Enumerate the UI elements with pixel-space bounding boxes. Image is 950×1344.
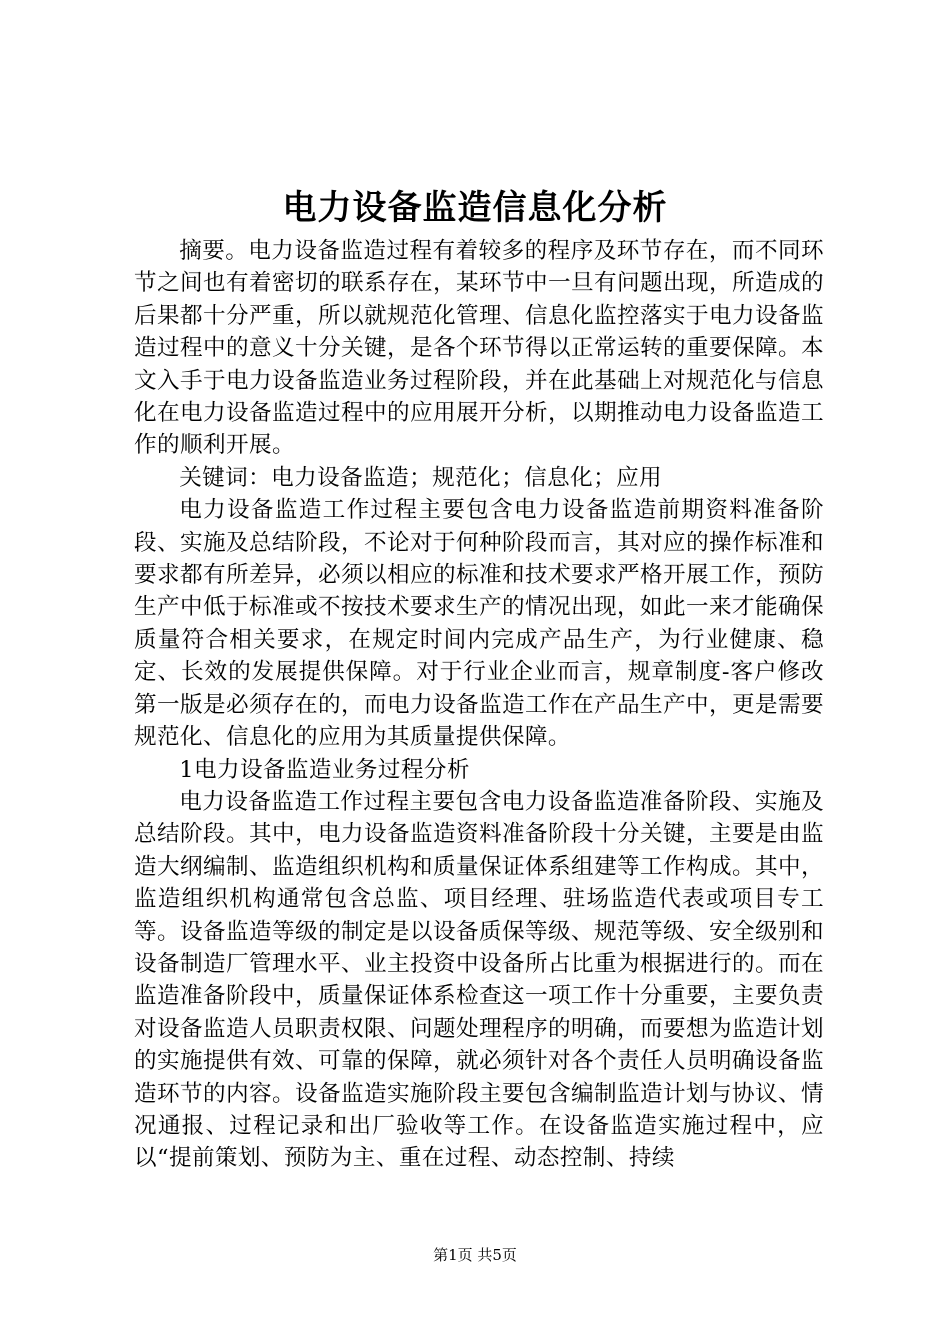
document-body [134, 235, 824, 1175]
abstract-paragraph: 摘要。电力设备监造过程有着较多的程序及环节存在，而不同环节之间也有着密切的联系存在，某环节中一旦有问题出现，所造成的后果都十分严重，所以就规范化管理、信息化监控落实于电力设备监造过程中的意义十分关键，是各个环节得以正常运转的重要保障。本文入手于电力设备监造业务过程阶段，并在此基础上对规范化与信息化在电力设备监造过程中的应用展开分析，以期推动电力设备监造工作的顺利开展。 [134, 238, 824, 459]
section-heading: 1电力设备监造业务过程分析 [179, 756, 470, 783]
page-footer: 第1页 共5页 [433, 1246, 517, 1264]
section-paragraph: 电力设备监造工作过程主要包含电力设备监造准备阶段、实施及总结阶段。其中，电力设备监造资料准备阶段十分关键，主要是由监造大纲编制、监造组织机构和质量保证体系组建等工作构成。其中，监造组织机构通常包含总监、项目经理、驻场监造代表或项目专工等。设备监造等级的制定是以设备质保等级、规范等级、安全级别和设备制造厂管理水平、业主投资中设备所占比重为根据进行的。而在监造准备阶段中，质量保证体系检查这一项工作十分重要，主要负责对设备监造人员职责权限、问题处理程序的明确，而要想为监造计划的实施提供有效、可靠的保障，就必须针对各个责任人员明确设备监造环节的内容。设备监造实施阶段主要包含编制监造计划与协议、情况通报、过程记录和出厂验收等工作。在设备监造实施过程中，应以“提前策划、预防为主、重在过程、动态控制、持续 [134, 788, 824, 1172]
document-title: 电力设备监造信息化分析 [282, 188, 668, 228]
keywords-paragraph: 关键词：电力设备监造；规范化；信息化；应用 [179, 464, 663, 491]
intro-paragraph: 电力设备监造工作过程主要包含电力设备监造前期资料准备阶段、实施及总结阶段，不论对于何种阶段而言，其对应的操作标准和要求都有所差异，必须以相应的标准和技术要求严格开展工作，预防生产中低于标准或不按技术要求生产的情况出现，如此一来才能确保质量符合相关要求，在规定时间内完成产品生产，为行业健康、稳定、长效的发展提供保障。对于行业企业而言，规章制度-客户修改第一版是必须存在的，而电力设备监造工作在产品生产中，更是需要规范化、信息化的应用为其质量提供保障。 [134, 497, 824, 751]
